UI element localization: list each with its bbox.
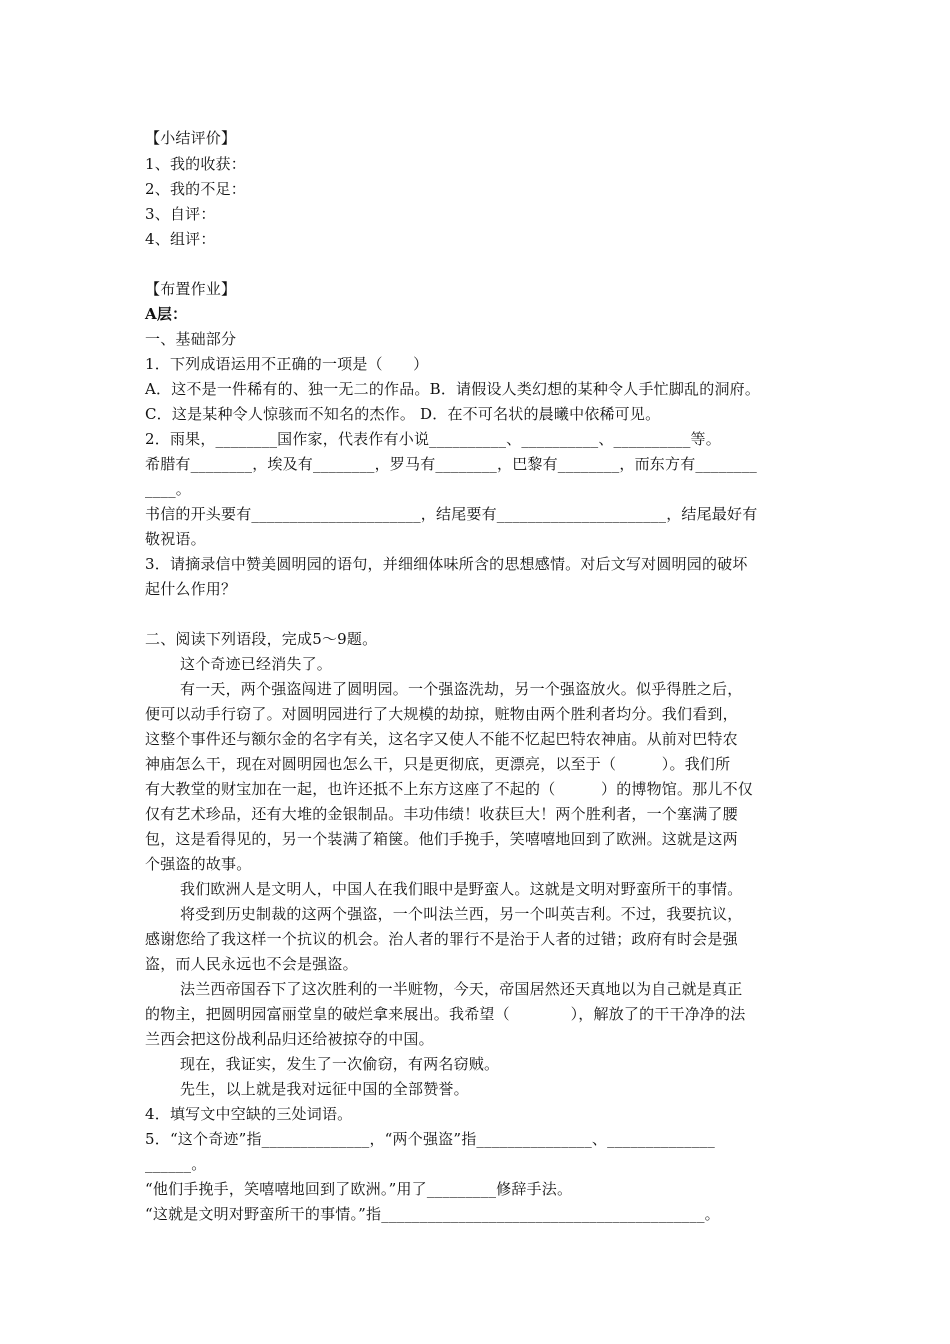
question-5-line3: “他们手挽手，笑嘻嘻地回到了欧洲。”用了_________修辞手法。	[145, 1180, 573, 1198]
passage-line: 这整个事件还与额尔金的名字有关，这名字又使人不能不忆起巴特农神庙。从前对巴特农	[145, 730, 738, 748]
question-2-line3: ____。	[145, 480, 192, 498]
summary-item-self-eval: 3、自评：	[145, 205, 216, 223]
passage-line: 盗，而人民永远也不会是强盗。	[145, 955, 358, 973]
question-2-line5: 敬祝语。	[145, 530, 206, 548]
question-5-line2: ______。	[145, 1155, 207, 1173]
passage-line: 个强盗的故事。	[145, 855, 252, 873]
question-2-line4: 书信的开头要有______________________，结尾要有______________________，结尾最好有	[145, 505, 758, 523]
question-5-line4: “这就是文明对野蛮所干的事情。”指__________________________________________。	[145, 1205, 720, 1223]
passage-line: 包，这是看得见的，另一个装满了箱箧。他们手挽手，笑嘻嘻地回到了欧洲。这就是这两	[145, 830, 738, 848]
passage-line: 有大教堂的财宝加在一起，也许还抵不上东方这座了不起的（ ）的博物馆。那儿不仅	[145, 780, 754, 798]
passage-line: 的物主，把圆明园富丽堂皇的破烂拿来展出。我希望（ ），解放了的干干净净的法	[145, 1005, 746, 1023]
passage-line: 便可以动手行窃了。对圆明园进行了大规模的劫掠，赃物由两个胜利者均分。我们看到，	[145, 705, 738, 723]
passage-line: 有一天，两个强盗闯进了圆明园。一个强盗洗劫，另一个强盗放火。似乎得胜之后，	[180, 680, 743, 698]
question-3-line2: 起什么作用？	[145, 580, 237, 598]
question-2-line2: 希腊有________，埃及有________，罗马有________，巴黎有________，而东方有________	[145, 455, 758, 473]
question-1-options-ab: A．这不是一件稀有的、独一无二的作品。B．请假设人类幻想的某种令人手忙脚乱的洞府。	[145, 380, 761, 398]
part1-title: 一、基础部分	[145, 330, 237, 348]
question-5: 5．“这个奇迹”指______________，“两个强盗”指_______________、______________	[145, 1130, 715, 1148]
homework-level: A层：	[145, 305, 188, 323]
passage-line: 将受到历史制裁的这两个强盗，一个叫法兰西，另一个叫英吉利。不过，我要抗议，	[180, 905, 743, 923]
passage-line: 这个奇迹已经消失了。	[180, 655, 333, 673]
summary-item-group-eval: 4、组评：	[145, 230, 216, 248]
passage-line: 兰西会把这份战利品归还给被掠夺的中国。	[145, 1030, 434, 1048]
passage-line: 神庙怎么干，现在对圆明园也怎么干，只是更彻底，更漂亮，以至于（ ）。我们所	[145, 755, 731, 773]
summary-item-gain: 1、我的收获：	[145, 155, 246, 173]
summary-item-shortcoming: 2、我的不足：	[145, 180, 246, 198]
passage-line: 现在，我证实，发生了一次偷窃，有两名窃贼。	[180, 1055, 500, 1073]
summary-heading: 【小结评价】	[145, 129, 237, 147]
passage-line: 我们欧洲人是文明人，中国人在我们眼中是野蛮人。这就是文明对野蛮所干的事情。	[180, 880, 743, 898]
question-3-line1: 3．请摘录信中赞美圆明园的语句，并细细体味所含的思想感情。对后文写对圆明园的破坏	[145, 555, 748, 573]
question-1-options-cd: C．这是某种令人惊骇而不知名的杰作。 D．在不可名状的晨曦中依稀可见。	[145, 405, 661, 423]
question-1: 1．下列成语运用不正确的一项是（ ）	[145, 355, 429, 373]
question-4: 4．填写文中空缺的三处词语。	[145, 1105, 353, 1123]
passage-line: 感谢您给了我这样一个抗议的机会。治人者的罪行不是治于人者的过错；政府有时会是强	[145, 930, 738, 948]
question-2: 2．雨果，________国作家，代表作有小说__________、__________、__________等。	[145, 430, 721, 448]
passage-line: 先生，以上就是我对远征中国的全部赞誉。	[180, 1080, 469, 1098]
homework-heading: 【布置作业】	[145, 280, 237, 298]
passage-line: 法兰西帝国吞下了这次胜利的一半赃物，今天，帝国居然还天真地以为自己就是真正	[180, 980, 743, 998]
part2-title: 二、阅读下列语段，完成5～9题。	[145, 630, 378, 648]
passage-line: 仅有艺术珍品，还有大堆的金银制品。丰功伟绩！收获巨大！两个胜利者，一个塞满了腰	[145, 805, 738, 823]
